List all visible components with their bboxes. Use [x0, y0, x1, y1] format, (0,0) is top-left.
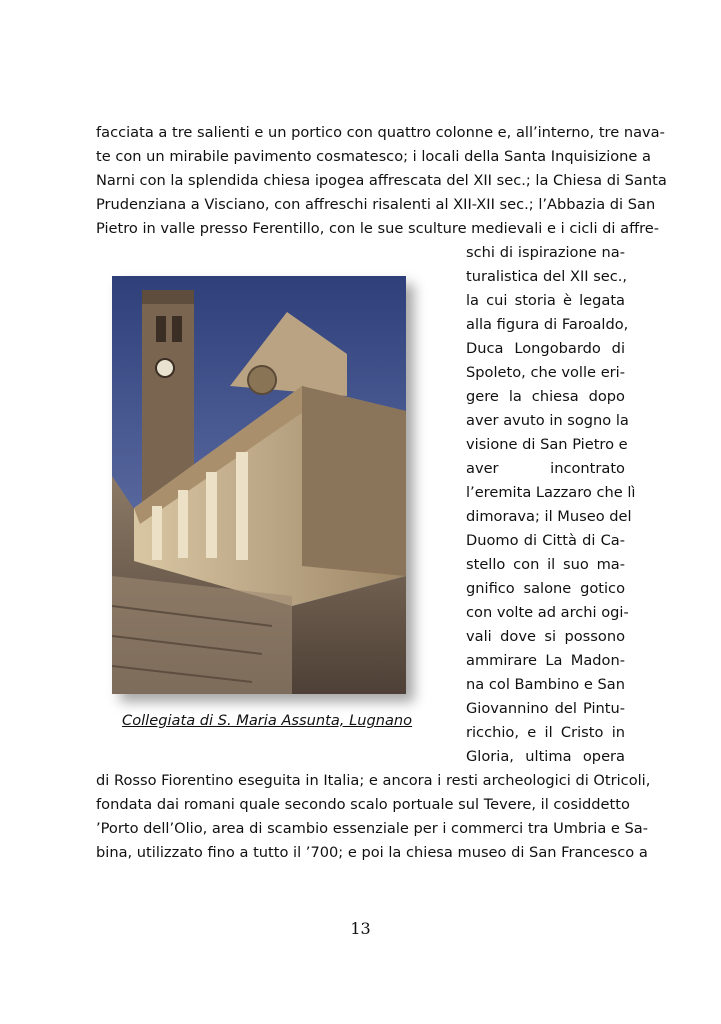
- text-line: schi di ispirazione na-: [466, 244, 625, 261]
- text-line: aver avuto in sogno la: [466, 412, 629, 429]
- text-line: ricchio, e il Cristo in: [466, 724, 625, 741]
- text-line: Duomo di Città di Ca-: [466, 532, 625, 549]
- text-line: ammirare La Madon-: [466, 652, 625, 669]
- text-line: vali dove si possono: [466, 628, 625, 645]
- text-line: Spoleto, che volle eri-: [466, 364, 625, 381]
- text-line: con volte ad archi ogi-: [466, 604, 629, 621]
- text-line: di Rosso Fiorentino eseguita in Italia; e ancora i resti archeologici di Otricoli,: [96, 772, 651, 789]
- text-line: na col Bambino e San: [466, 676, 625, 693]
- text-line: turalistica del XII sec.,: [466, 268, 628, 285]
- text-line: l’eremita Lazzaro che lì: [466, 484, 636, 501]
- text-line: visione di San Pietro e: [466, 436, 628, 453]
- text-line: dimorava; il Museo del: [466, 508, 632, 525]
- text-line: Pietro in valle presso Ferentillo, con le sue sculture medievali e i cicli di affre-: [96, 220, 660, 237]
- text-line: te con un mirabile pavimento cosmatesco; i locali della Santa Inquisizione a: [96, 148, 651, 165]
- text-line: ’Porto dell’Olio, area di scambio essenziale per i commerci tra Umbria e Sa-: [96, 820, 649, 837]
- page-number: 13: [350, 919, 371, 938]
- text-line: aver incontrato: [466, 460, 625, 477]
- text-line: alla figura di Faroaldo,: [466, 316, 629, 333]
- text-line: Prudenziana a Visciano, con affreschi risalenti al XII-XII sec.; l’Abbazia di San: [96, 196, 656, 213]
- church-photo: [112, 276, 406, 694]
- text-line: gere la chiesa dopo: [466, 388, 625, 405]
- text-line: fondata dai romani quale secondo scalo portuale sul Tevere, il cosiddetto: [96, 796, 630, 813]
- church-illustration: [112, 276, 406, 694]
- text-line: gnifico salone gotico: [466, 580, 625, 597]
- text-line: stello con il suo ma-: [466, 556, 625, 573]
- figure-caption: Collegiata di S. Maria Assunta, Lugnano: [122, 712, 413, 729]
- text-line: bina, utilizzato fino a tutto il ’700; e poi la chiesa museo di San Francesco a: [96, 844, 648, 861]
- text-line: facciata a tre salienti e un portico con quattro colonne e, all’interno, tre nava-: [96, 124, 665, 141]
- text-line: la cui storia è legata: [466, 292, 625, 309]
- text-line: Duca Longobardo di: [466, 340, 625, 357]
- text-line: Giovannino del Pintu-: [466, 700, 625, 717]
- text-line: Gloria, ultima opera: [466, 748, 625, 765]
- text-line: Narni con la splendida chiesa ipogea affrescata del XII sec.; la Chiesa di Santa: [96, 172, 667, 189]
